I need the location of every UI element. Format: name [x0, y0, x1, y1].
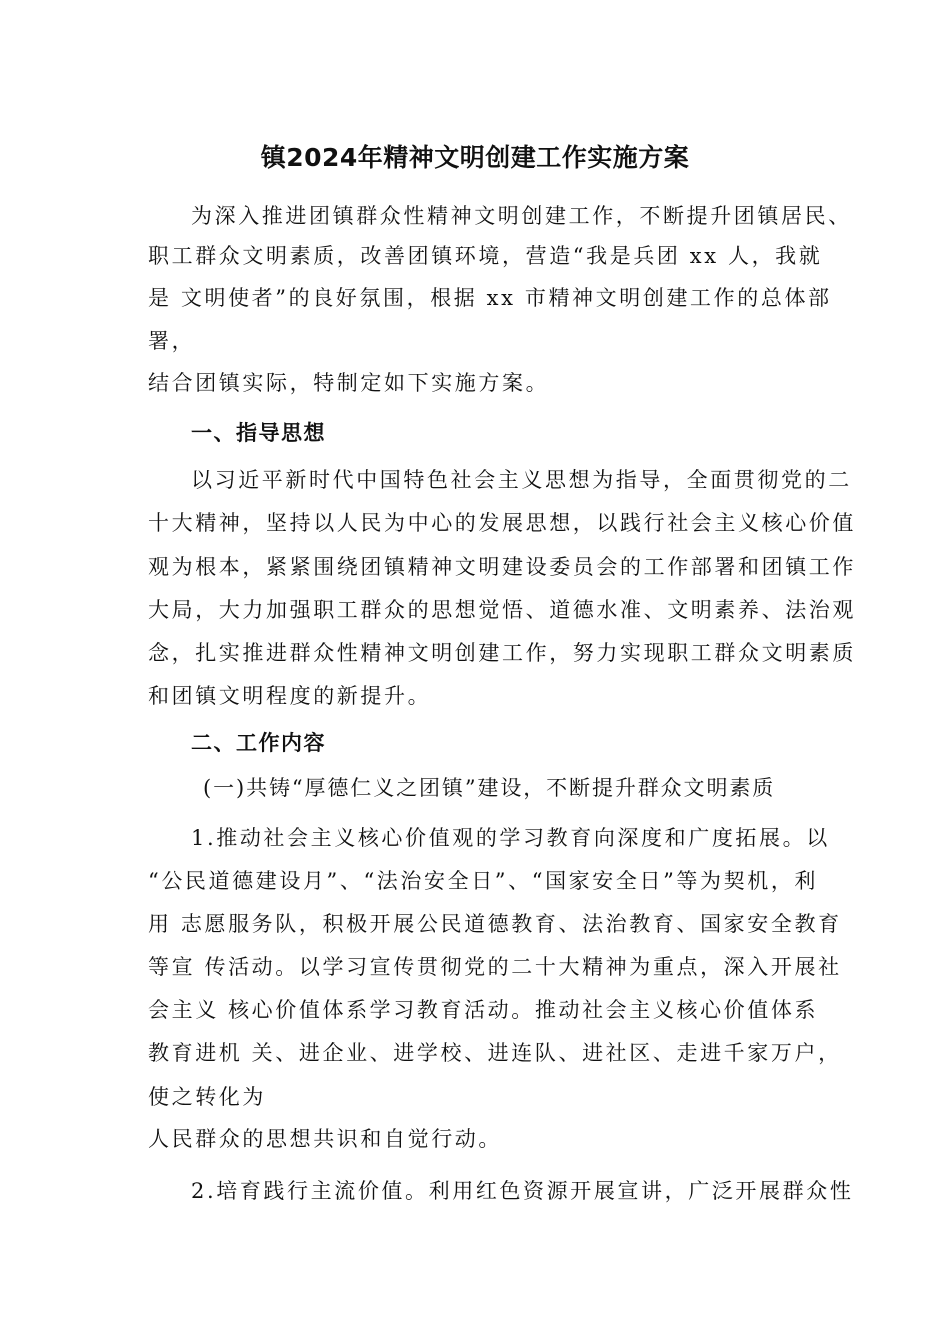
- item1-line-7: 使之转化为: [148, 1085, 266, 1109]
- document-title: 镇2024年精神文明创建工作实施方案: [260, 143, 690, 172]
- section1-line-3: 观为根本，紧紧围绕团镇精神文明建设委员会的工作部署和团镇工作: [148, 555, 856, 579]
- item1-line-8: 人民群众的思想共识和自觉行动。: [148, 1127, 502, 1151]
- intro-line-5: 结合团镇实际，特制定如下实施方案。: [148, 371, 550, 395]
- item1-line-4: 等宣 传活动。以学习宣传贯彻党的二十大精神为重点，深入开展社: [148, 955, 842, 979]
- section1-line-4: 大局，大力加强职工群众的思想觉悟、道德水准、文明素养、法治观: [148, 598, 856, 622]
- subsection-heading-1: (一)共铸“厚德仁义之团镇”建设，不断提升群众文明素质: [203, 776, 776, 800]
- section-heading-work-content: 二、工作内容: [191, 731, 326, 755]
- section1-line-2: 十大精神，坚持以人民为中心的发展思想，以践行社会主义核心价值: [148, 511, 856, 535]
- section1-line-5: 念，扎实推进群众性精神文明创建工作，努力实现职工群众文明素质: [148, 641, 856, 665]
- item1-line-1: 1.推动社会主义核心价值观的学习教育向深度和广度拓展。以: [191, 826, 830, 850]
- intro-line-4: 署，: [148, 329, 196, 353]
- intro-line-2: 职工群众文明素质，改善团镇环境，营造“我是兵团 xx 人，我就: [148, 244, 823, 268]
- item1-line-2: “公民道德建设月”、“法治安全日”、“国家安全日”等为契机，利: [148, 869, 819, 893]
- section-heading-guiding-ideology: 一、指导思想: [191, 421, 326, 445]
- item1-line-5: 会主义 核心价值体系学习教育活动。推动社会主义核心价值体系: [148, 998, 819, 1022]
- item1-line-3: 用 志愿服务队，积极开展公民道德教育、法治教育、国家安全教育: [148, 912, 842, 936]
- section1-line-1: 以习近平新时代中国特色社会主义思想为指导，全面贯彻党的二: [191, 468, 852, 492]
- item2-line-1: 2.培育践行主流价值。利用红色资源开展宣讲，广泛开展群众性: [191, 1179, 854, 1203]
- intro-line-1: 为深入推进团镇群众性精神文明创建工作，不断提升团镇居民、: [191, 204, 852, 228]
- item1-line-6: 教育进机 关、进企业、进学校、进连队、进社区、走进千家万户，: [148, 1041, 842, 1065]
- section1-line-6: 和团镇文明程度的新提升。: [148, 684, 432, 708]
- intro-line-3: 是 文明使者”的良好氛围，根据 xx 市精神文明创建工作的总体部: [148, 286, 832, 310]
